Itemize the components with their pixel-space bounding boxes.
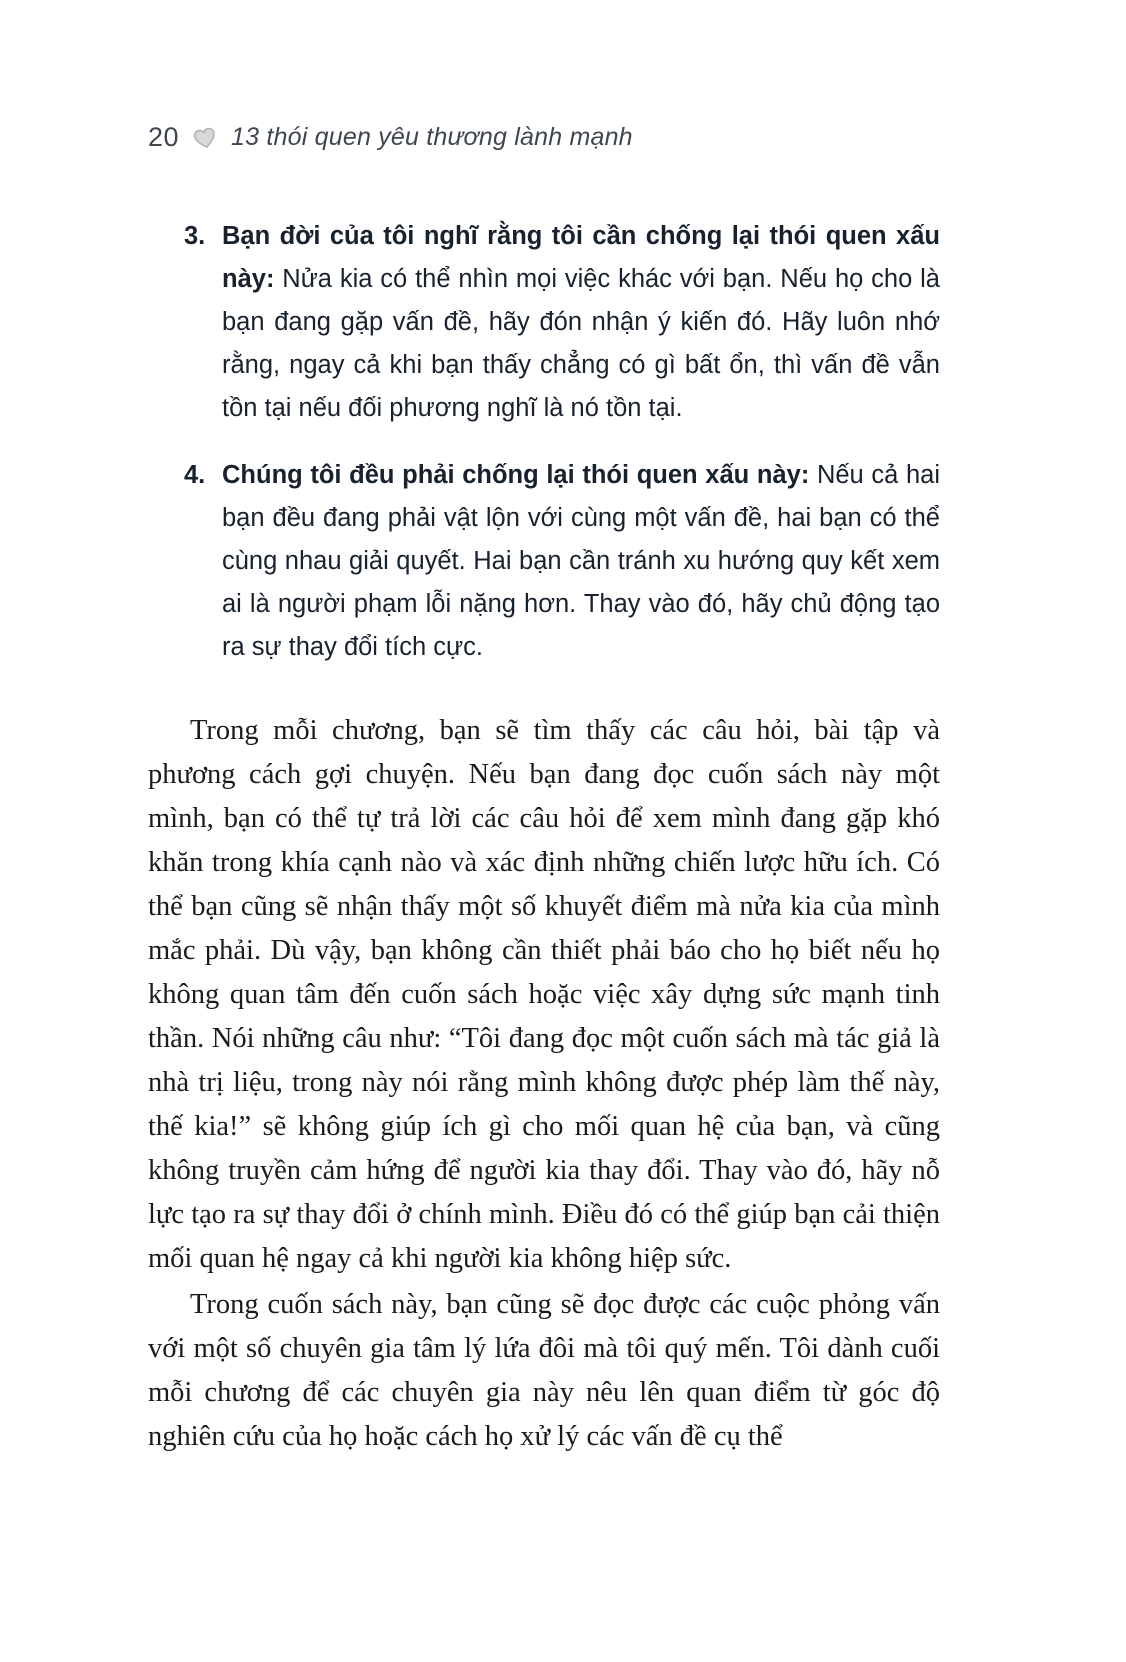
- numbered-list: [184, 215, 940, 669]
- list-item-heading: Chúng tôi đều phải chống lại thói quen xấu này:: [222, 461, 810, 489]
- list-item: [184, 215, 940, 430]
- heart-icon: [193, 126, 217, 150]
- list-item-text: Nửa kia có thể nhìn mọi việc khác với bạn. Nếu họ cho là bạn đang gặp vấn đề, hãy đón nhận ý kiến đó. Hãy luôn nhớ rằng, ngay cả khi bạn thấy chẳng có gì bất ổn, thì vấn đề vẫn tồn tại nếu đối phương nghĩ là nó tồn tại.: [222, 265, 940, 422]
- list-item-text: Nếu cả hai bạn đều đang phải vật lộn với cùng một vấn đề, hai bạn có thể cùng nhau giải quyết. Hai bạn cần tránh xu hướng quy kết xem ai là người phạm lỗi nặng hơn. Thay vào đó, hãy chủ động tạo ra sự thay đổi tích cực.: [222, 461, 940, 661]
- list-item-number: 3.: [184, 222, 206, 250]
- page-number: 20: [148, 122, 180, 152]
- list-item: [184, 454, 940, 669]
- body-paragraph: Trong mỗi chương, bạn sẽ tìm thấy các câu hỏi, bài tập và phương cách gợi chuyện. Nếu bạn đang đọc cuốn sách này một mình, bạn có thể tự trả lời các câu hỏi để xem mình đang gặp khó khăn trong khía cạnh nào và xác định những chiến lược hữu ích. Có thể bạn cũng sẽ nhận thấy một số khuyết điểm mà nửa kia của mình mắc phải. Dù vậy, bạn không cần thiết phải báo cho họ biết nếu họ không quan tâm đến cuốn sách hoặc việc xây dựng sức mạnh tinh thần. Nói những câu như: “Tôi đang đọc một cuốn sách mà tác giả là nhà trị liệu, trong này nói rằng mình không được phép làm thế này, thế kia!” sẽ không giúp ích gì cho mối quan hệ của bạn, và cũng không truyền cảm hứng để người kia thay đổi. Thay vào đó, hãy nỗ lực tạo ra sự thay đổi ở chính mình. Điều đó có thể giúp bạn cải thiện mối quan hệ ngay cả khi người kia không hiệp sức.: [148, 715, 940, 1274]
- list-item-number: 4.: [184, 461, 206, 489]
- page-header: [148, 122, 940, 153]
- list-item-body: [222, 215, 940, 430]
- running-title: 13 thói quen yêu thương lành mạnh: [231, 123, 633, 151]
- body-paragraph: Trong cuốn sách này, bạn cũng sẽ đọc được các cuộc phỏng vấn với một số chuyên gia tâm lý lứa đôi mà tôi quý mến. Tôi dành cuối mỗi chương để các chuyên gia này nêu lên quan điểm từ góc độ nghiên cứu của họ hoặc cách họ xử lý các vấn đề cụ thể: [148, 1289, 940, 1452]
- list-item-heading: Bạn đời của tôi nghĩ rằng tôi cần chống lại thói quen xấu này:: [222, 222, 940, 293]
- list-item-body: [222, 454, 940, 669]
